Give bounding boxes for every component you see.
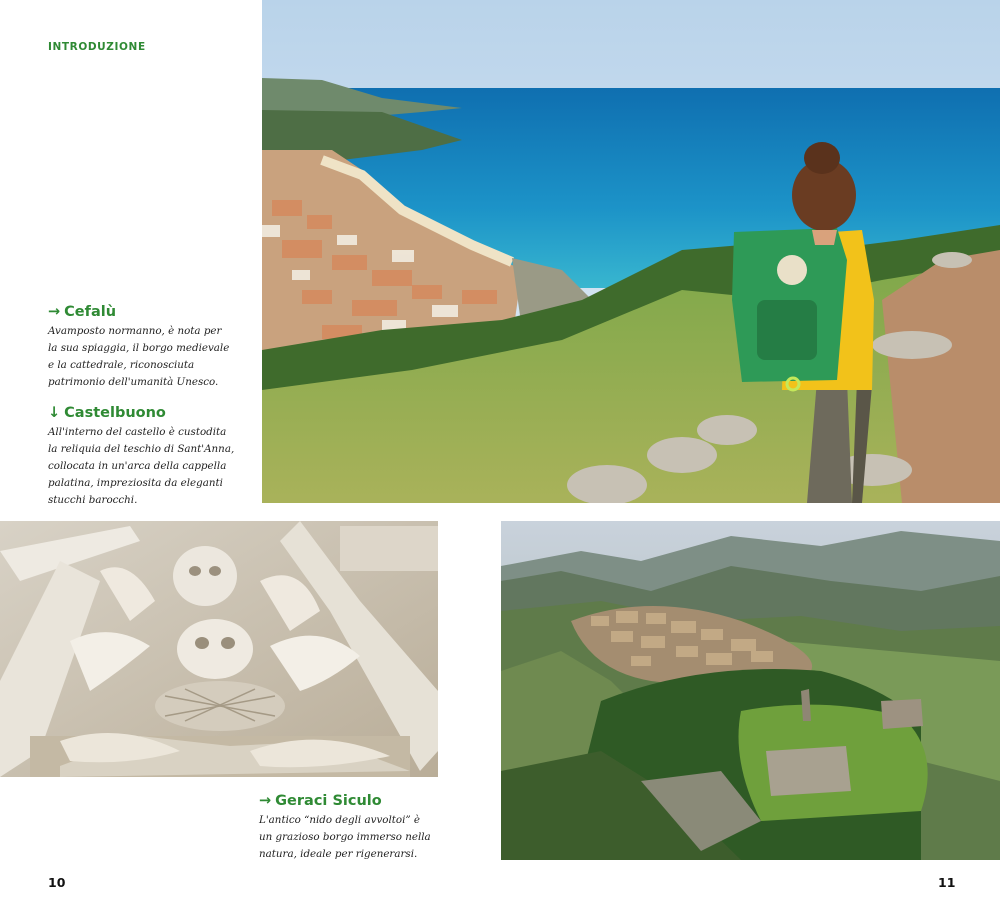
caption-title [48, 405, 253, 421]
section-label: INTRODUZIONE [48, 41, 146, 53]
caption-line: natura, ideale per rigenerarsi. [259, 848, 418, 860]
caption-line: la reliquia del teschio di Sant'Anna, [48, 443, 235, 455]
caption-line: un grazioso borgo immerso nella [259, 831, 431, 843]
caption-title-text: Castelbuono [64, 405, 166, 421]
caption-title [259, 793, 479, 809]
caption-title-text: Cefalù [64, 304, 117, 320]
caption-line: la sua spiaggia, il borgo medievale [48, 342, 230, 354]
page-number-left: 10 [48, 875, 66, 890]
caption-line: collocata in un'arca della cappella [48, 460, 227, 472]
caption-line: e la cattedrale, riconosciuta [48, 359, 195, 371]
main-photo [262, 0, 1000, 503]
page-number-right: 11 [938, 875, 956, 890]
caption-line: stucchi barocchi. [48, 494, 138, 506]
arrow-down-icon: ↓ [48, 405, 61, 421]
caption-body [48, 424, 253, 509]
caption-title-text: Geraci Siculo [275, 793, 382, 809]
caption-line: patrimonio dell'umanità Unesco. [48, 376, 219, 388]
arrow-right-icon: → [259, 793, 272, 809]
caption-geraci-siculo [259, 793, 479, 863]
aerial-photo [501, 521, 1000, 860]
caption-body [259, 812, 479, 863]
caption-line: All'interno del castello è custodita [48, 426, 227, 438]
caption-body [48, 323, 253, 391]
caption-cefalu [48, 304, 253, 391]
caption-line: palatina, impreziosita da eleganti [48, 477, 223, 489]
caption-title [48, 304, 253, 320]
arrow-right-icon: → [48, 304, 61, 320]
caption-line: Avamposto normanno, è nota per [48, 325, 222, 337]
detail-photo [0, 521, 438, 777]
caption-line: L'antico “nido degli avvoltoi” è [259, 814, 421, 826]
caption-castelbuono [48, 405, 253, 509]
